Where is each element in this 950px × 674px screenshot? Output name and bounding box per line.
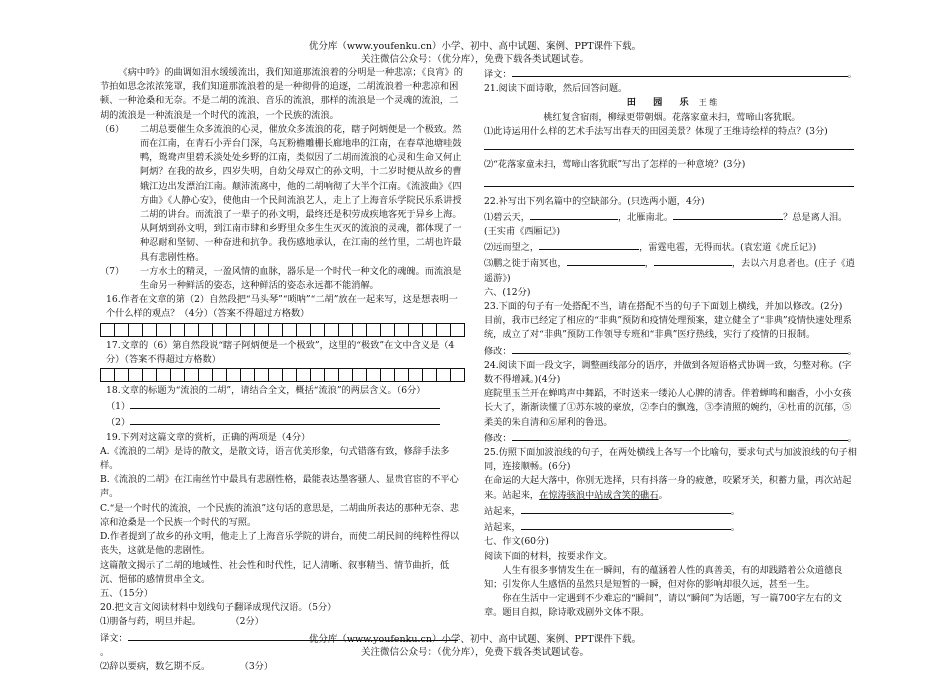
question-21-2: ⑵“花落家童未扫，莺啼山客犹眠”写出了怎样的一种意境？(3分)	[484, 159, 746, 171]
answer-18-2[interactable]: （2）	[100, 414, 465, 430]
imitation-answer-2[interactable]: 站起来， 。	[484, 519, 860, 535]
paragraph-text: 一方水土的精灵，一盈风情的血脉，器乐是一个时代一种文化的魂魄。而流浪是生命另一种鲜活的姿态，这种鲜活的姿态永远都不能消解。	[140, 265, 462, 292]
fill-blank-22-2[interactable]: ⑵远而望之， ，雷霆电雹，无得而状。(袁宏道《虎丘记》)	[484, 239, 860, 255]
poem-author: 王 维	[698, 98, 718, 108]
footer-line-1: 优分库（www.youfenku.cn）小学、初中、高中试题、案例、PPT课件下载。	[308, 634, 642, 645]
question-20-2: ⑵辞以要病，数乞期不反。 （3分）	[100, 660, 274, 672]
fill-blank-22-1[interactable]: ⑴碧云天， ，北雁南北。 ？总是离人泪。(王实甫《西厢记》)	[484, 209, 860, 239]
question-23: 23.下面的句子有一处搭配不当，请在搭配不当的句子下面划上横线，并加以修改。(2分)	[484, 301, 843, 313]
paragraph-text: 二胡总要催生众多流浪的心灵，催放众多流浪的花，瞎子阿炳便是一个极致。然而在江南，在青石小弄台门深，乌瓦粉檐雕栅长廊地串的江南，在春草池塘哇鼓鸭，鸳鸯声里碧禾淡处处乡野的江南，类似因了二胡而流浪的心灵和生命又何止阿炳？在我的故乡，四岁失明，自幼父母双亡的孙文明，十二岁时便从故乡的曹娥江边出发漂泊江南。颠沛流离中，他的二胡响彻了大半个江南。《流波曲》《四方曲》《人静心安》，使他由一个民间流浪艺人，走上了上海音乐学院民乐系讲授二胡的讲台。而流浪了一辈子的孙文明，最终还是积劳成疾地客死于异乡上海。从阿炳到孙文明，到江南市肆和乡野里众多生生灭灭的流浪的灵魂，都体现了一种忍耐和坚韧、一种奋进和抗争。我伤感地承认，在江南的丝竹里，二胡也许最具有悲剧性格。	[140, 123, 462, 263]
question-19: 19.下列对这篇文章的赏析，正确的两项是（4分）	[106, 431, 311, 443]
question-22: 22.补写出下列名篇中的空缺部分。(只选两小题，4分)	[484, 195, 705, 207]
section-7-heading: 七、作文(60分)	[484, 536, 549, 548]
option-e[interactable]: 这篇散文揭示了二胡的地域性、社会性和时代性，记人清晰、叙事精当、情节曲折，低沉、悒郁的感情贯串全文。	[100, 559, 450, 585]
fill-blank-22-3[interactable]: ⑶鹏之徙于南冥也， ， ，去以六月息者也。(庄子《逍遥游》)	[484, 255, 860, 285]
question-20: 20.把文言文阅读材料中划线句子翻译成现代汉语。（5分）	[100, 602, 337, 614]
page-header	[0, 40, 950, 66]
passage-paragraph-7	[100, 265, 465, 293]
answer-21-1[interactable]	[484, 139, 860, 155]
left-column	[100, 66, 465, 674]
paragraph-number: （6）	[100, 123, 125, 135]
translation-answer-1[interactable]: 译文：。	[100, 630, 465, 660]
essay-material-1: 人生有很多事情发生在一瞬间，有的蕴涵着人性的真善美，有的却践踏着公众道德良知；引发你人生感悟的虽然只是短暂的一瞬，但对你的影响却很久远，甚至一生。	[484, 564, 843, 590]
option-a[interactable]: A.《流浪的二胡》是诗的散文，是散文诗，语言优美形象，句式错落有致，修辞手法多样。	[100, 445, 450, 472]
passage-paragraph-5: 《病中吟》的曲调如泪水缓缓流出，我们知道那流浪着的分明是一种悲凉；《良宵》的节拍如思念浓浓笼罩，我们知道那流浪着的是一种彻骨的追逐，二胡流浪着一种悲凉和困顿、一种沧桑和无奈。不是二胡的流浪、音乐的流浪，那样的流浪是一个灵魂的流浪，二胡的流浪是一种流浪是一个时代的流浪，一个民族的流浪。	[100, 67, 463, 121]
answer-21-2[interactable]	[484, 176, 860, 192]
question-21-1: ⑴此诗运用什么样的艺术手法写出春天的田园美景？体现了王维诗绘样的特点？(3分)	[484, 125, 828, 137]
option-b[interactable]: B.《流浪的二胡》在江南丝竹中最具有悲剧性格，最能表达墨客骚人、显贵官宦的不平心声。	[100, 474, 459, 500]
translation-answer-2[interactable]: 译文： 。	[484, 66, 860, 82]
question-21: 21.阅读下面诗歌，然后回答问题。	[484, 83, 628, 95]
question-25: 25.仿照下面加波浪线的句子，在两处横线上各写一个比喻句，要求句式与加波浪线的句子相同，连接顺畅。(6分)	[484, 447, 857, 473]
footer-line-2: 关注微信公众号：（优分库），免费下载各类试题试卷。	[360, 647, 589, 658]
poem-text: 桃红复含宿雨，柳绿更带朝烟。花落家童未扫，莺啼山客犹眠。	[543, 111, 801, 123]
answer-18-1[interactable]: （1）	[100, 398, 465, 414]
imitation-answer-1[interactable]: 站起来， 。	[484, 503, 860, 519]
page-footer	[0, 633, 950, 659]
section-5-heading: 五、（15分）	[100, 587, 154, 599]
question-24-text: 庭院里玉兰开在蝉鸣声中舞蹈，不时送来一缕沁人心脾的清香。伴着蝉鸣和幽香，小小女孩长大了，渐渐读懂了①苏东坡的豪放，②李白的飘逸，③李清照的婉约，④杜甫的沉郁，⑤柔美的朱自清和⑥犀利的鲁迅。	[484, 388, 852, 428]
essay-material-2: 你在生活中一定遇到不少难忘的“瞬间”，请以“瞬间”为话题，写一篇700字左右的文章。题目自拟，除诗歌戏剧外文体不限。	[484, 593, 842, 619]
question-25-text: 在命运的大起大落中，你别无选择，只有抖落一身的疲惫，咬紧牙关，积蓄力量，再次站起来。站起来，在惊涛骇浪中站成含笑的礁石。	[484, 475, 852, 501]
question-17: 17.文章的（6）第自然段说“瞎子阿炳便是一个极致”，这里的“极致”在文中含义是（4分）（答案不得超过方格数）	[106, 339, 455, 365]
answer-grid-17[interactable]	[100, 368, 465, 382]
fix-answer-24[interactable]: 修改： 。	[484, 430, 860, 446]
section-6-heading: 六、(12分)	[484, 286, 531, 298]
fix-answer-23[interactable]: 修改： 。	[484, 343, 860, 359]
header-line-2: 关注微信公众号：（优分库），免费下载各类试题试卷。	[360, 54, 589, 65]
answer-grid-16[interactable]	[100, 323, 465, 337]
question-18: 18.文章的标题为“流浪的二胡”，请结合全文，概括“流浪”的两层含义。（6分）	[106, 385, 426, 397]
passage-paragraph-6	[100, 123, 465, 265]
right-column	[484, 66, 860, 621]
header-line-1: 优分库（www.youfenku.cn）小学、初中、高中试题、案例、PPT课件下载。	[308, 41, 642, 52]
paragraph-number: （7）	[100, 265, 125, 277]
poem-title: 田 园 乐 王 维	[626, 97, 718, 109]
option-c[interactable]: C.“是一个时代的流浪，一个民族的流浪”这句话的意思是，二胡曲所表达的那种无奈、悲凉和沧桑是一个民族一个时代的写照。	[100, 502, 459, 528]
wavy-underlined-sentence: 在惊涛骇浪中站成含笑的礁石	[539, 489, 659, 501]
option-d[interactable]: D.作者提到了故乡的孙文明，他走上了上海音乐学院的讲台，而使二胡民间的纯粹性得以丧失，这就是他的悲剧性。	[100, 531, 460, 557]
essay-intro: 阅读下面的材料，按要求作文。	[484, 550, 613, 562]
question-20-1: ⑴朋备与药，明旦并起。 （2分）	[100, 616, 264, 628]
question-23-text: 目前，我市已经定了相应的“非典”预防和疫情处理预案，建立健全了“非典”疫情快速处理系统，成立了对“非典”预防工作领导专班和“非典”医疗热线，实行了疫情的日报制。	[484, 315, 852, 341]
question-16: 16.作者在文章的第（2）自然段把“马头琴”“唢呐”“二胡”放在一起来写，这是想表明一个什么样的观点？（4分）（答案不得超过方格数）	[106, 294, 458, 320]
question-24: 24.阅读下面一段文字，调整画线部分的语序，并做到各短语格式协调一致，匀整对称。(字数不得增减。)(4分)	[484, 359, 852, 386]
